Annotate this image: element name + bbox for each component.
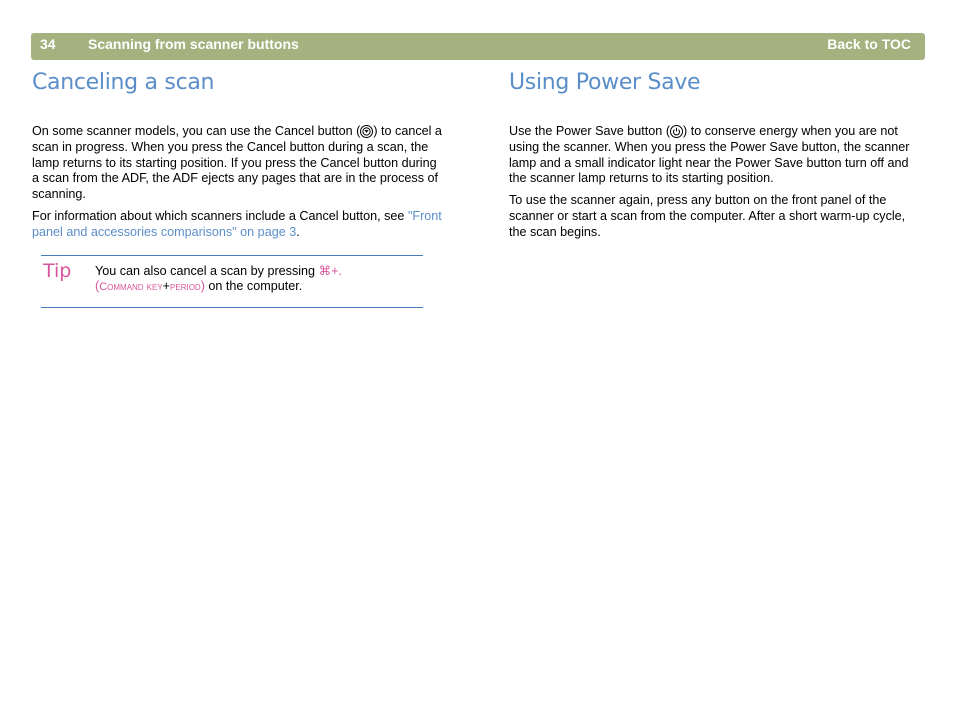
power-button-icon	[670, 125, 683, 138]
info-text-b: .	[296, 224, 300, 239]
canceling-scan-heading: Canceling a scan	[32, 70, 215, 95]
tip-command-key: Command key	[99, 281, 163, 293]
tip-close-paren: )	[200, 279, 205, 293]
power-save-paragraph	[509, 124, 923, 187]
power-text-a: Use the Power Save button (	[509, 124, 671, 138]
power-save-body	[509, 124, 923, 247]
command-key-shortcut: ⌘+.	[318, 264, 343, 278]
tip-text	[95, 264, 415, 295]
front-panel-comparisons-link[interactable]: "Front panel and accessories comparisons" on page 3	[32, 208, 442, 239]
tip-line1: You can also cancel a scan by pressing	[95, 264, 319, 278]
cancel-text-a: On some scanner models, you can use the Cancel button (	[32, 124, 361, 138]
tip-box	[41, 255, 423, 308]
cancel-button-icon	[360, 125, 373, 138]
power-save-heading: Using Power Save	[509, 70, 701, 95]
canceling-scan-body	[32, 124, 444, 247]
cancel-text-b: ) to cancel a scan in progress. When you press the Cancel button during a scan, the lamp returns to its starting position. If you press the Cancel button during a scan from the ADF, the ADF ejects any pages that are in the process of scanning.	[32, 124, 442, 202]
tip-plus: +	[162, 279, 171, 293]
info-paragraph	[32, 209, 444, 241]
tip-period: period	[170, 281, 201, 293]
tip-end: on the computer.	[204, 279, 303, 293]
scanner-again-paragraph: To use the scanner again, press any button on the front panel of the scanner or start a scan from the computer. After a short warm-up cycle, the scan begins.	[509, 193, 906, 239]
power-text-b: ) to conserve energy when you are not using the scanner. When you press the Power Save button, the scanner lamp and a small indicator light near the Power Save button turn off and the scanner lamp returns to its starting position.	[509, 124, 910, 186]
cancel-paragraph	[32, 124, 444, 203]
page-number: 34	[40, 36, 56, 52]
back-to-toc-link[interactable]: Back to TOC	[827, 36, 911, 52]
tip-open-paren: (	[95, 279, 100, 293]
section-title: Scanning from scanner buttons	[88, 36, 299, 52]
header-bar	[31, 33, 925, 60]
tip-label: Tip	[43, 260, 72, 282]
info-text-a: For information about which scanners include a Cancel button, see	[32, 208, 408, 223]
